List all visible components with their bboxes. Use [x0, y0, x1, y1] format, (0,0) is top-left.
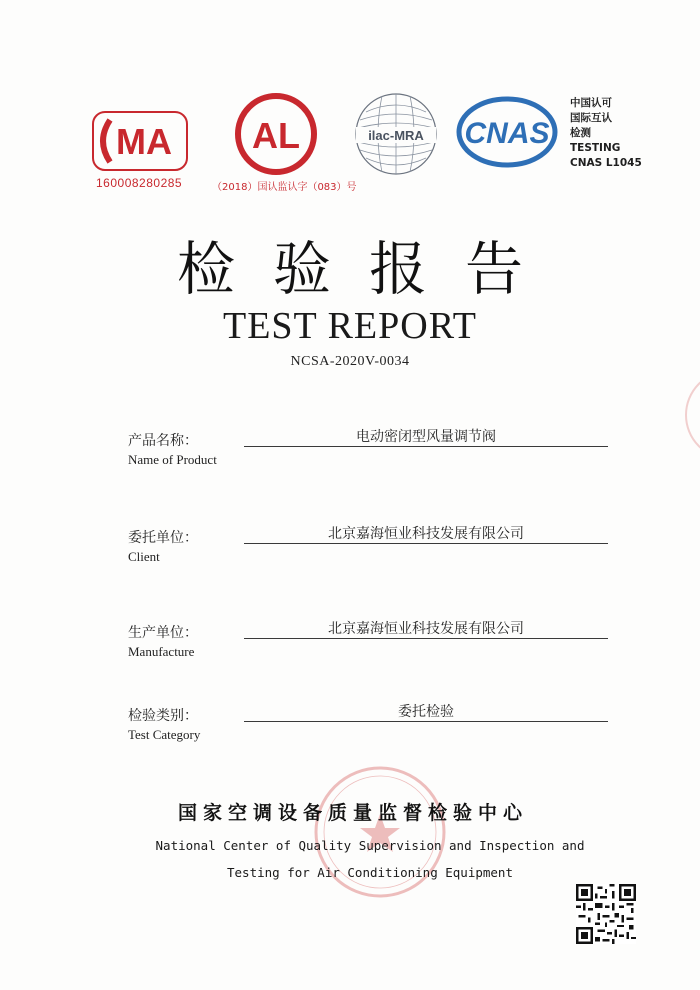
issuing-center-en-line2: Testing for Air Conditioning Equipment: [227, 865, 513, 880]
cma-logo: [92, 110, 188, 172]
issuing-center-cn: 国家空调设备质量监督检验中心: [177, 802, 528, 824]
svg-text:AL: AL: [252, 115, 300, 156]
field-label-en: Client: [128, 549, 160, 564]
field-underline: [244, 638, 608, 639]
qr-code[interactable]: [576, 884, 636, 944]
report-number: NCSA-2020V-0034: [290, 354, 410, 369]
field-label-en: Test Category: [128, 727, 201, 742]
field-value: 北京嘉海恒业科技发展有限公司: [328, 526, 524, 542]
report-title-en: TEST REPORT: [223, 305, 477, 347]
cal-logo: [234, 92, 318, 176]
report-title-cn: 检验报告: [176, 235, 561, 303]
issuing-center-en-line1: National Center of Quality Supervision and Inspection and: [155, 838, 585, 853]
cnas-logo: [456, 96, 558, 168]
field-label-en: Name of Product: [128, 452, 217, 467]
field-underline: [244, 446, 608, 447]
cnas-accreditation-text: [570, 96, 642, 171]
field-client: [128, 527, 608, 577]
cnas-line: 国际互认: [570, 112, 612, 124]
cnas-line: 检测: [570, 127, 591, 139]
field-test-category: [128, 705, 608, 755]
cnas-line: TESTING: [570, 142, 621, 154]
cnas-line: CNAS L1045: [570, 157, 642, 169]
field-label-cn: 生产单位：: [128, 625, 198, 641]
svg-text:ilac-MRA: ilac-MRA: [368, 128, 424, 143]
cal-code: （2018）国认监认字（083）号: [212, 182, 357, 193]
field-underline: [244, 721, 608, 722]
field-label-cn: 委托单位：: [128, 530, 198, 546]
field-label-cn: 检验类别：: [128, 708, 198, 724]
field-manufacture: [128, 622, 608, 672]
svg-text:MA: MA: [116, 121, 172, 162]
field-value: 委托检验: [398, 704, 454, 720]
field-product-name: [128, 430, 608, 480]
field-label-cn: 产品名称：: [128, 433, 198, 449]
edge-seal-fragment: [684, 360, 700, 470]
field-underline: [244, 543, 608, 544]
field-label-en: Manufacture: [128, 644, 195, 659]
field-value: 北京嘉海恒业科技发展有限公司: [328, 621, 524, 637]
official-seal: [310, 762, 450, 902]
ilac-mra-logo: [352, 90, 440, 178]
field-value: 电动密闭型风量调节阀: [356, 429, 496, 445]
cma-code: 160008280285: [96, 176, 183, 190]
svg-text:CNAS: CNAS: [464, 117, 550, 150]
cnas-line: 中国认可: [570, 97, 612, 109]
